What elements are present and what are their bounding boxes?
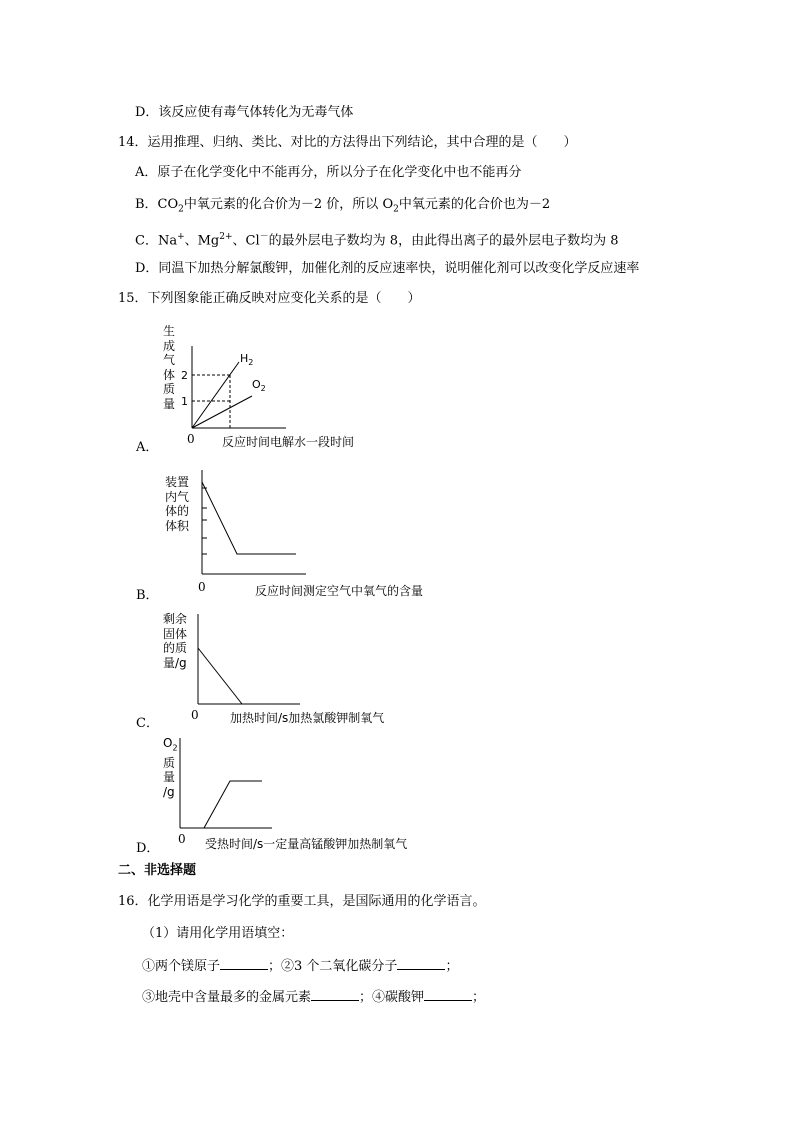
graph-b-ylabel-line: 装置	[165, 475, 190, 489]
q16-sep: ；	[445, 959, 459, 974]
graph-b-plot	[196, 468, 308, 576]
graph-d-ylabel-o: O	[163, 736, 173, 750]
graph-c-ylabel-line: 固体	[163, 626, 188, 641]
graph-a-caption: 电解水一段时间	[270, 435, 355, 449]
graph-a-tick-1: 1	[181, 395, 188, 408]
graph-c-zero: 0	[191, 708, 199, 722]
q14-c-sup-2: 2+	[219, 232, 233, 242]
graph-a-letter: A．	[136, 440, 159, 455]
q16-sep: ；	[359, 990, 373, 1005]
graph-b-ylabel-line: 体的	[165, 504, 190, 518]
q16-line-2	[142, 988, 485, 1007]
graph-b-zero: 0	[198, 580, 206, 594]
graph-a-ylabel	[163, 324, 175, 411]
q16-sub1: （1）请用化学用语填空：	[142, 926, 294, 941]
graph-c-curve	[198, 648, 242, 704]
graph-b-ylabel	[165, 475, 189, 533]
graph-c-caption: 加热氯酸钾制氧气	[288, 711, 385, 725]
answer-blank[interactable]	[397, 957, 445, 970]
graph-c-ylabel-line: 量/g	[163, 655, 187, 670]
answer-blank[interactable]	[424, 988, 472, 1001]
graph-d-ylabel-line: /g	[163, 784, 175, 799]
q14-option-a: A．原子在化学变化中不能再分，所以分子在化学变化中也不能再分	[135, 165, 522, 180]
q14-c-text-2: 、Mg	[184, 233, 220, 249]
graph-c-ylabel	[163, 612, 187, 670]
q16-item-1: ①两个镁原子	[142, 959, 221, 974]
q15-stem: 15．下列图象能正确反映对应变化关系的是（ ）	[118, 291, 421, 306]
graph-a-ylabel-char: 量	[163, 396, 176, 411]
graph-d-plot	[174, 736, 274, 832]
graph-c-xlabel-text: 加热时间/s	[230, 711, 289, 725]
q14-b-text-3: 中氧元素的化合价也为－2	[398, 197, 551, 212]
q14-c-text-1: C．Na	[135, 233, 178, 249]
answer-blank[interactable]	[311, 988, 359, 1001]
graph-d-letter: D．	[136, 841, 160, 856]
q16-sep: ；	[268, 959, 282, 974]
graph-c-ylabel-line: 的质	[163, 641, 188, 655]
graph-d-caption: 一定量高锰酸钾加热制氧气	[263, 837, 408, 851]
q13-option-d: D．该反应使有毒气体转化为无毒气体	[135, 105, 354, 120]
answer-blank[interactable]	[220, 957, 268, 970]
graph-d-zero: 0	[178, 832, 186, 846]
q14-b-sub-1: 2	[178, 204, 184, 215]
graph-a-ylabel-char: 成	[163, 338, 176, 353]
q16-line-1	[142, 957, 458, 976]
graph-a-zero: 0	[187, 432, 195, 446]
q16-stem: 16．化学用语是学习化学的重要工具，是国际通用的化学语言。	[118, 894, 486, 909]
graph-d-curve	[204, 781, 262, 828]
q16-item-3: ③地壳中含量最多的金属元素	[142, 990, 312, 1005]
q16-item-4: ④碳酸钾	[372, 990, 425, 1005]
graph-b-caption: 测定空气中氧气的含量	[303, 584, 424, 598]
graph-c-xlabel	[230, 709, 384, 726]
graph-a-ylabel-char: 生	[163, 324, 176, 338]
section-title: 二、非选择题	[118, 863, 197, 878]
graph-d-xlabel	[205, 835, 407, 852]
graph-a-plot	[176, 340, 296, 435]
q14-stem: 14．运用推理、归纳、类比、对比的方法得出下列结论，其中合理的是（ ）	[118, 135, 577, 150]
q14-option-c	[135, 228, 618, 250]
q14-c-text-4: 的最外层电子数均为 8，由此得出离子的最外层电子数均为 8	[268, 233, 619, 249]
q14-c-sup-3: －	[259, 232, 269, 242]
q14-b-sub-2: 2	[393, 204, 399, 215]
q14-c-sup-1: +	[177, 232, 185, 242]
graph-d-ylabel-line: 量	[163, 770, 176, 785]
graph-b-curve	[202, 482, 296, 554]
graph-a-xlabel-text: 反应时间	[222, 435, 271, 449]
graph-b-letter: B．	[136, 588, 159, 603]
graph-b-xlabel	[255, 582, 423, 599]
graph-d-xlabel-text: 受热时间/s	[205, 837, 264, 851]
graph-a-h2-line	[192, 362, 239, 428]
graph-c-letter: C．	[136, 716, 159, 731]
graph-b-ylabel-line: 内气	[165, 489, 190, 504]
graph-d-ylabel-line: 质	[163, 755, 176, 770]
graph-d-ylabel-sub: 2	[172, 743, 178, 753]
q14-c-text-3: 、Cl	[232, 233, 260, 249]
graph-b-ylabel-line: 体积	[165, 518, 190, 533]
graph-b-xlabel-text: 反应时间	[255, 584, 304, 598]
graph-c-plot	[192, 612, 304, 708]
graph-a-h2-label: $H_2$	[240, 352, 254, 367]
graph-a-xlabel	[222, 433, 354, 450]
graph-a-o2-label: $O_2$	[252, 378, 266, 393]
q16-item-2: ②3 个二氧化碳分子	[281, 959, 398, 974]
q14-option-b	[135, 196, 550, 219]
q14-b-text-1: B．CO	[135, 197, 179, 212]
graph-a-ylabel-char: 体	[163, 367, 176, 382]
q14-option-d: D．同温下加热分解氯酸钾，加催化剂的反应速率快，说明催化剂可以改变化学反应速率	[135, 261, 640, 276]
graph-a-tick-2: 2	[181, 369, 188, 382]
graph-a-ylabel-char: 质	[163, 382, 176, 396]
graph-c-ylabel-line: 剩余	[163, 612, 188, 626]
q16-sep: ；	[472, 990, 486, 1005]
q14-b-text-2: 中氧元素的化合价为－2 价，所以 O	[183, 197, 394, 212]
graph-a-ylabel-char: 气	[163, 353, 176, 367]
